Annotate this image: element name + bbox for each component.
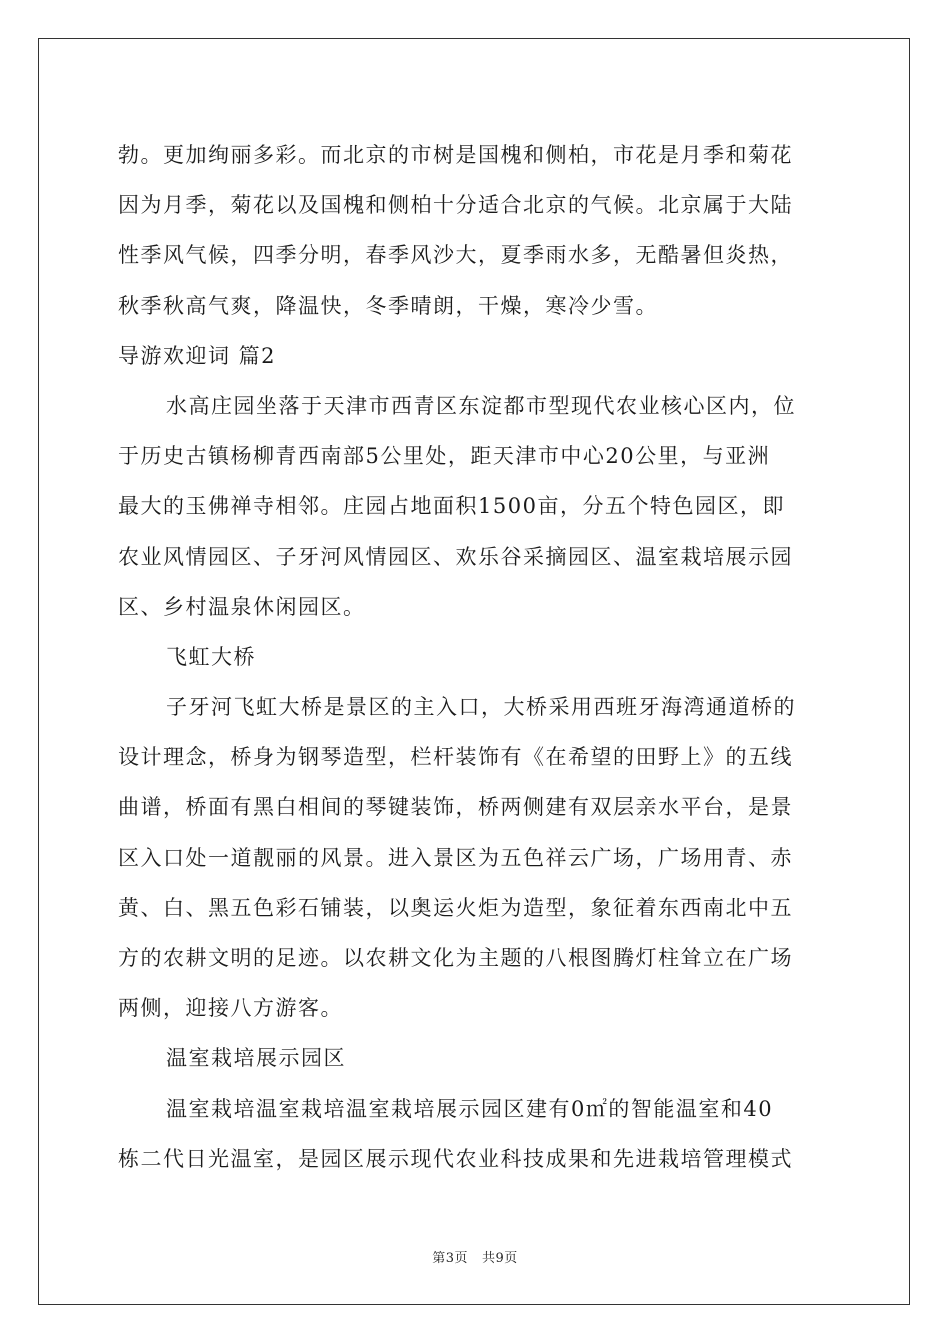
page-footer	[0, 1247, 950, 1266]
text-line: 栋二代日光温室，是园区展示现代农业科技成果和先进栽培管理模式	[118, 1146, 793, 1171]
text-line: 方的农耕文明的足迹。以农耕文化为主题的八根图腾灯柱耸立在广场	[118, 946, 793, 970]
text-line: 秋季秋高气爽，降温快，冬季晴朗，干燥，寒冷少雪。	[118, 293, 658, 318]
page-total: 共9页	[482, 1251, 518, 1266]
text-line: 温室栽培温室栽培温室栽培展示园区建有0㎡的智能温室和40	[166, 1096, 774, 1121]
text-line: 设计理念，桥身为钢琴造型，栏杆装饰有《在希望的田野上》的五线	[118, 745, 793, 770]
text-line: 于历史古镇杨柳青西南部5公里处，距天津市中心20公里，与亚洲	[118, 444, 771, 469]
text-line: 曲谱，桥面有黑白相间的琴键装饰，桥两侧建有双层亲水平台，是景	[118, 795, 793, 820]
text-line: 黄、白、黑五色彩石铺装，以奥运火炬为造型，象征着东西南北中五	[118, 895, 793, 920]
text-line: 性季风气候，四季分明，春季风沙大，夏季雨水多，无酷暑但炎热，	[118, 243, 793, 268]
text-line: 水高庄园坐落于天津市西青区东淀都市型现代农业核心区内，位	[166, 393, 796, 418]
text-line: 子牙河飞虹大桥是景区的主入口，大桥采用西班牙海湾通道桥的	[166, 695, 796, 720]
text-line: 因为月季，菊花以及国槐和侧柏十分适合北京的气候。北京属于大陆	[118, 193, 793, 218]
section-heading: 导游欢迎词 篇2	[118, 343, 277, 368]
text-line: 两侧，迎接八方游客。	[118, 996, 343, 1021]
text-line: 区、乡村温泉休闲园区。	[118, 594, 366, 619]
text-line: 农业风情园区、子牙河风情园区、欢乐谷采摘园区、温室栽培展示园	[118, 544, 793, 569]
subsection-heading: 飞虹大桥	[166, 644, 256, 669]
text-line: 勃。更加绚丽多彩。而北京的市树是国槐和侧柏，市花是月季和菊花	[118, 143, 793, 167]
page-number: 第3页	[432, 1251, 468, 1266]
text-line: 最大的玉佛禅寺相邻。庄园占地面积1500亩，分五个特色园区，即	[118, 494, 785, 519]
subsection-heading: 温室栽培展示园区	[166, 1046, 346, 1071]
document-body	[118, 130, 838, 1184]
text-line: 区入口处一道靓丽的风景。进入景区为五色祥云广场，广场用青、赤	[118, 845, 793, 870]
